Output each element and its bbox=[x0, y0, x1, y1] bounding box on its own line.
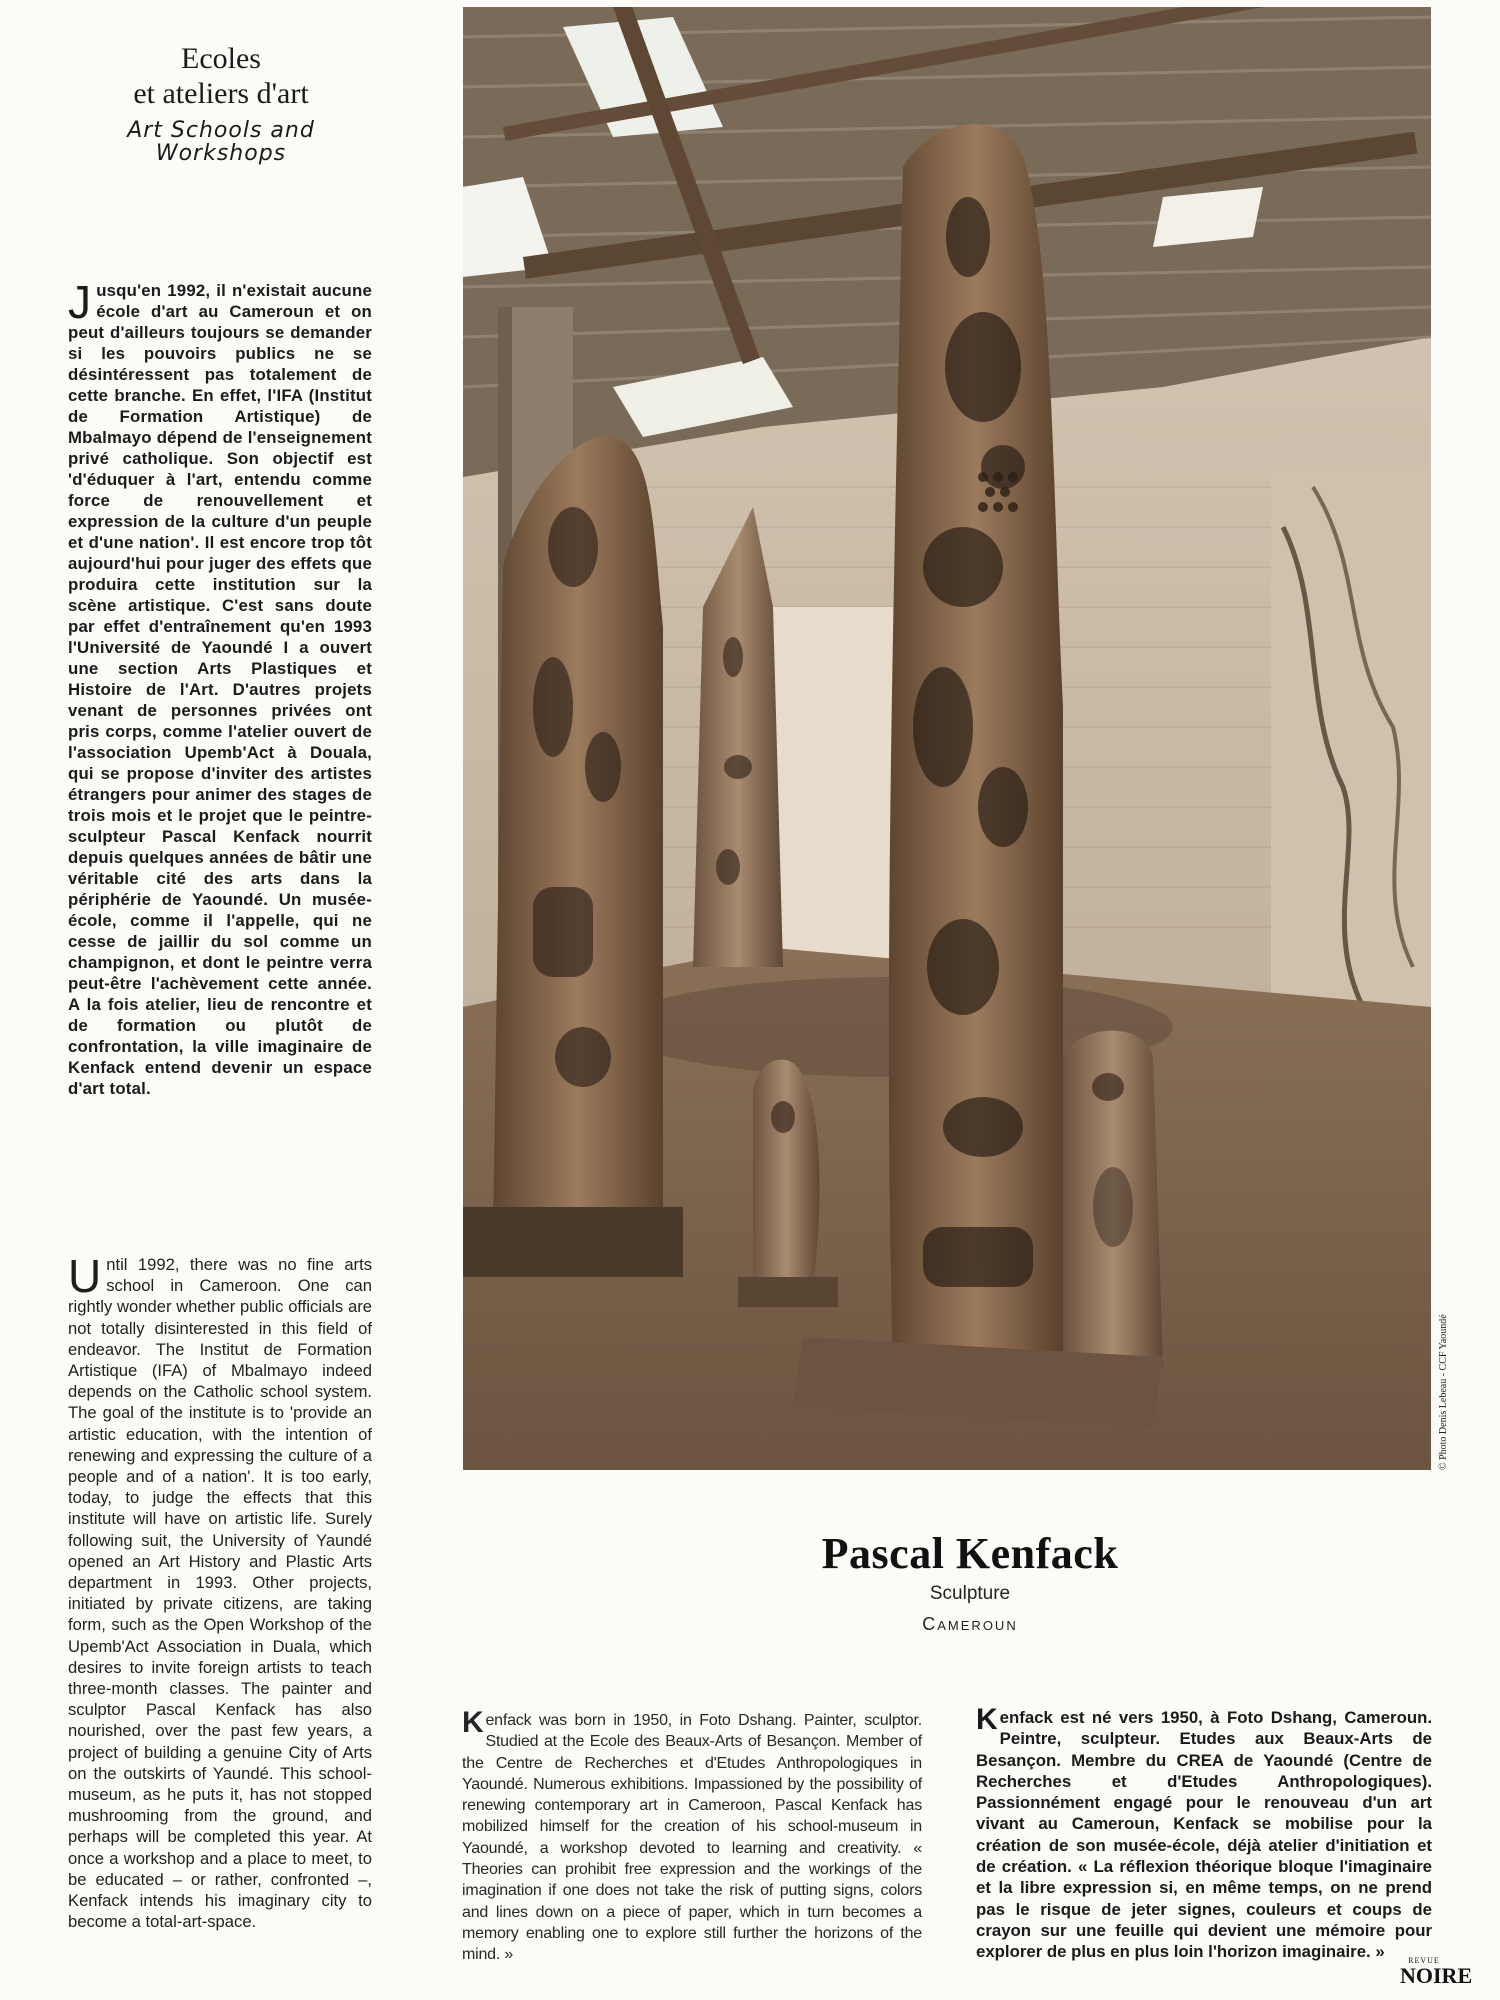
bio-english-text: enfack was born in 1950, in Foto Dshang. Painter, sculptor. Studied at the Ecole des Beaux-Arts of Besançon. Member of the Centre de Recherches et d'Etudes Anthropologiques in Yaoundé. Numerous exhibitions. Impassioned by the possibility of renewing contemporary art in Cameroon, Pascal Kenfack has mobilized himself for the creation of his school-museum in Yaoundé, a workshop devoted to learning and creativity. « Theories can prohibit free expression and the workings of the imagination if one does not take the risk of putting signs, colors and lines down on a piece of paper, which in turn becomes a memory enabling one to explore still further the horizons of the mind. » bbox=[462, 1712, 922, 1964]
revue-noire-logo bbox=[1400, 1956, 1473, 1988]
section-title-line1: Ecoles bbox=[181, 42, 261, 75]
workshop-photo-illustration bbox=[463, 7, 1431, 1470]
intro-french-text: usqu'en 1992, il n'existait aucune école d'art au Cameroun et on peut d'ailleurs toujours se demander si les pouvoirs publics ne se désintéressent pas totalement de cette branche. En effet, l'IFA (Institut de Formation Artistique) de Mbalmayo dépend de l'enseignement privé catholique. Son objectif est 'd'éduquer à l'art, entendu comme force de renouvellement et expression de la culture d'un peuple et d'une nation'. Il est encore trop tôt aujourd'hui pour juger des effets que produira cette institution sur la scène artistique. C'est sans doute par effet d'entraînement qu'en 1993 l'Université de Yaoundé I a ouvert une section Arts Plastiques et Histoire de l'Art. D'autres projets venant de personnes privées ont pris corps, comme l'atelier ouvert de l'association Upemb'Act à Douala, qui se propose d'inviter des artistes étrangers pour animer des stages de trois mois et le projet que le peintre-sculpteur Pascal Kenfack nourrit depuis quelques années de bâtir une véritable cité des arts dans la périphérie de Yaoundé. Un musée-école, comme il l'appelle, qui ne cesse de jaillir du sol comme un champignon, et dont le peintre verra peut-être l'achèvement cette année. A la fois atelier, lieu de rencontre et de formation ou plutôt de confrontation, la ville imaginaire de Kenfack entend devenir un espace d'art total. bbox=[68, 281, 372, 1098]
bio-french-dropcap: K bbox=[976, 1703, 998, 1736]
intro-english-text: ntil 1992, there was no fine arts school in Cameroon. One can rightly wonder whether public officials are not totally disinterested in this field of endeavor. The Institut de Formation Artistique (IFA) of Mbalmayo indeed depends on the Catholic school system. The goal of the institute is to 'provide an artistic education, with the intention of renewing and expressing the culture of a people and of a nation'. It is too early, today, to judge the effects that this institute will have on artistic life. Surely following suit, the University of Yaundé opened an Art History and Plastic Arts department in 1993. Other projects, initiated by private citizens, are taking form, such as the Open Workshop of the Upemb'Act Association in Duala, which desires to invite foreign artists to teach three-month classes. The painter and sculptor Pascal Kenfack has also nourished, over the past few years, a project of building a genuine City of Arts on the outskirts of Yaundé. This school-museum, as he puts it, has not stopped mushrooming from the ground, and perhaps will be completed this year. At once a workshop and a place to meet, to be educated – or rather, confronted –, Kenfack intends his imaginary city to become a total-art-space. bbox=[68, 1255, 372, 1932]
logo-line1: REVUE bbox=[1408, 1956, 1440, 1965]
artist-discipline: Sculpture bbox=[929, 1583, 1011, 1604]
photo-credit: © Photo Denis Lebeau - CCF Yaoundé bbox=[1438, 1314, 1449, 1470]
artist-country: Cameroun bbox=[922, 1614, 1018, 1634]
section-header bbox=[96, 42, 346, 165]
bio-french-text: enfack est né vers 1950, à Foto Dshang, Cameroun. Peintre, sculpteur. Etudes aux Beaux-Arts de Besançon. Membre du CREA de Yaoundé (Centre de Recherches et d'Etudes Anthropologiques). Passionnément engagé pour le renouveau d'un art vivant au Cameroun, Kenfack se mobilise pour la création de son musée-école, déjà atelier d'initiation et de création. « La réflexion théorique bloque l'imaginaire et la libre expression si, en même temps, on ne prend pas le risque de jeter signes, couleurs et coups de crayon sur une feuille qui devient une mémoire pour explorer de plus en plus loin l'horizon imaginaire. » bbox=[976, 1708, 1432, 1962]
intro-english-dropcap: U bbox=[68, 1250, 102, 1302]
section-title-line2: et ateliers d'art bbox=[133, 76, 309, 110]
artist-name: Pascal Kenfack bbox=[821, 1529, 1119, 1578]
artist-bio-french bbox=[976, 1703, 1432, 1963]
section-subtitle-en: Art Schools and Workshops bbox=[127, 118, 315, 167]
intro-english-column bbox=[68, 1250, 372, 1933]
artist-bio-english bbox=[462, 1706, 922, 1966]
intro-french-dropcap: J bbox=[68, 276, 92, 328]
intro-french-column bbox=[68, 276, 372, 1099]
logo-line2: NOIRE bbox=[1400, 1963, 1473, 1988]
workshop-photo bbox=[463, 7, 1431, 1470]
bio-english-dropcap: K bbox=[462, 1706, 484, 1739]
